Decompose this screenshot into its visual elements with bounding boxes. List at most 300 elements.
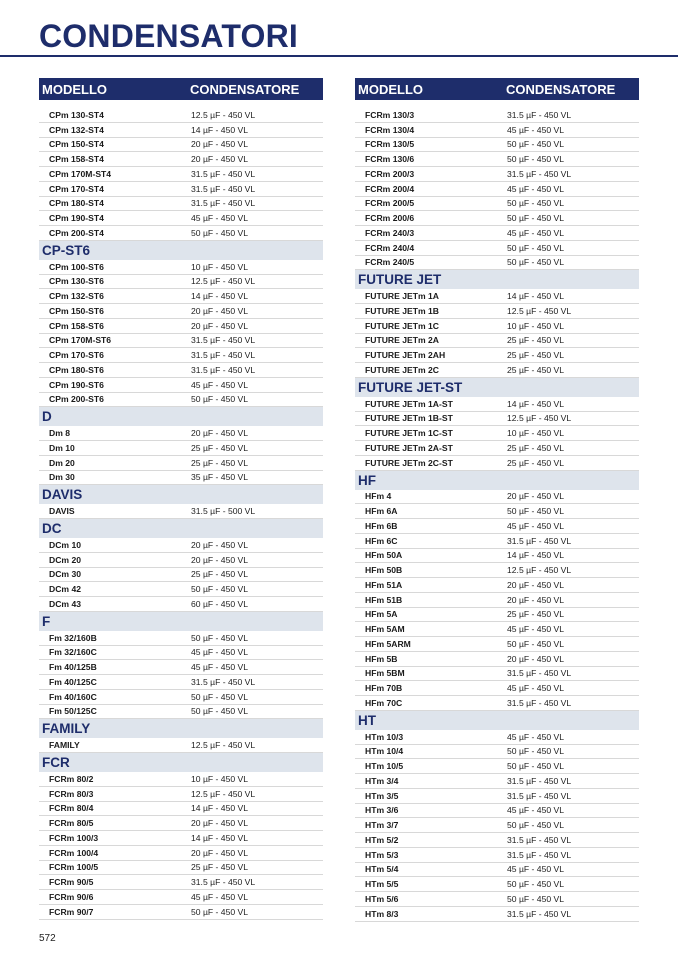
model-cell: CPm 158-ST6 bbox=[49, 320, 104, 331]
model-cell: FUTURE JETm 1B bbox=[365, 305, 440, 316]
table-row bbox=[355, 197, 639, 212]
table-row bbox=[39, 275, 323, 290]
page-number: 572 bbox=[39, 933, 56, 944]
table-row bbox=[39, 772, 323, 787]
capacitor-cell: 45 µF - 450 VL bbox=[507, 624, 565, 635]
title-rule bbox=[0, 55, 678, 57]
model-cell: FCRm 100/3 bbox=[49, 832, 99, 843]
table-row bbox=[39, 802, 323, 817]
group-heading: DC bbox=[39, 519, 323, 538]
capacitor-cell: 50 µF - 450 VL bbox=[191, 691, 249, 702]
table-row bbox=[355, 241, 639, 256]
group-heading: DAVIS bbox=[39, 485, 323, 504]
capacitor-cell: 14 µF - 450 VL bbox=[507, 550, 565, 561]
capacitor-cell: 50 µF - 450 VL bbox=[507, 761, 565, 772]
model-cell: FCRm 130/6 bbox=[365, 154, 415, 165]
table-row bbox=[355, 456, 639, 471]
model-cell: Dm 10 bbox=[49, 442, 75, 453]
capacitor-cell: 31.5 µF - 450 VL bbox=[191, 364, 256, 375]
capacitor-cell: 14 µF - 450 VL bbox=[191, 803, 249, 814]
capacitor-cell: 20 µF - 450 VL bbox=[191, 428, 249, 439]
capacitor-cell: 31.5 µF - 450 VL bbox=[191, 350, 256, 361]
model-cell: FCRm 100/5 bbox=[49, 862, 99, 873]
model-cell: Fm 40/160C bbox=[49, 691, 97, 702]
table-row bbox=[39, 553, 323, 568]
table-row bbox=[355, 289, 639, 304]
table-row bbox=[39, 738, 323, 753]
table-row bbox=[39, 441, 323, 456]
capacitor-cell: 25 µF - 450 VL bbox=[507, 457, 565, 468]
table-row bbox=[355, 652, 639, 667]
model-cell: HTm 5/2 bbox=[365, 834, 399, 845]
table-row bbox=[355, 789, 639, 804]
model-cell: HTm 3/6 bbox=[365, 805, 399, 816]
table-row bbox=[39, 831, 323, 846]
table-row bbox=[355, 877, 639, 892]
table-row bbox=[355, 745, 639, 760]
model-cell: DAVIS bbox=[49, 506, 75, 517]
model-cell: FUTURE JETm 1B-ST bbox=[365, 413, 453, 424]
capacitor-cell: 50 µF - 450 VL bbox=[507, 198, 565, 209]
model-cell: HFm 6A bbox=[365, 506, 398, 517]
model-cell: DCm 10 bbox=[49, 539, 81, 550]
capacitor-cell: 45 µF - 450 VL bbox=[507, 520, 565, 531]
model-cell: HTm 5/5 bbox=[365, 879, 399, 890]
capacitor-cell: 10 µF - 450 VL bbox=[507, 320, 565, 331]
model-cell: CPm 130-ST4 bbox=[49, 109, 104, 120]
table-row bbox=[355, 123, 639, 138]
table-row bbox=[355, 412, 639, 427]
model-cell: Fm 40/125B bbox=[49, 662, 97, 673]
model-cell: FCRm 80/4 bbox=[49, 803, 94, 814]
model-cell: HTm 8/3 bbox=[365, 908, 399, 919]
model-cell: CPm 150-ST4 bbox=[49, 139, 104, 150]
model-cell: FUTURE JETm 2A bbox=[365, 335, 440, 346]
model-cell: CPm 170-ST6 bbox=[49, 350, 104, 361]
capacitor-cell: 14 µF - 450 VL bbox=[191, 832, 249, 843]
capacitor-cell: 10 µF - 450 VL bbox=[191, 261, 249, 272]
model-cell: CPm 170-ST4 bbox=[49, 183, 104, 194]
model-cell: FUTURE JETm 1C bbox=[365, 320, 440, 331]
table-row bbox=[39, 787, 323, 802]
capacitor-cell: 20 µF - 450 VL bbox=[191, 305, 249, 316]
capacitor-cell: 50 µF - 450 VL bbox=[507, 139, 565, 150]
capacitor-cell: 12.5 µF - 450 VL bbox=[191, 740, 256, 751]
capacitor-cell: 20 µF - 450 VL bbox=[507, 594, 565, 605]
table-row bbox=[355, 138, 639, 153]
table-row bbox=[355, 426, 639, 441]
capacitor-cell: 25 µF - 450 VL bbox=[191, 569, 249, 580]
table-row bbox=[355, 907, 639, 922]
capacitor-cell: 12.5 µF - 450 VL bbox=[507, 305, 572, 316]
table-row bbox=[39, 456, 323, 471]
capacitor-cell: 31.5 µF - 450 VL bbox=[507, 834, 572, 845]
capacitor-cell: 31.5 µF - 450 VL bbox=[191, 877, 256, 888]
group-heading: FUTURE JET bbox=[355, 270, 639, 289]
capacitor-cell: 14 µF - 450 VL bbox=[507, 398, 565, 409]
capacitor-cell: 31.5 µF - 500 VL bbox=[191, 506, 256, 517]
table-row bbox=[355, 363, 639, 378]
capacitor-cell: 20 µF - 450 VL bbox=[507, 579, 565, 590]
model-cell: FUTURE JETm 2C-ST bbox=[365, 457, 453, 468]
capacitor-cell: 20 µF - 450 VL bbox=[191, 818, 249, 829]
table-row bbox=[39, 846, 323, 861]
capacitor-cell: 31.5 µF - 450 VL bbox=[507, 775, 572, 786]
table-row bbox=[39, 289, 323, 304]
capacitor-cell: 31.5 µF - 450 VL bbox=[191, 335, 256, 346]
model-cell: FCRm 80/2 bbox=[49, 773, 94, 784]
capacitor-cell: 45 µF - 450 VL bbox=[191, 662, 249, 673]
capacitor-cell: 31.5 µF - 450 VL bbox=[507, 168, 572, 179]
model-cell: HTm 3/5 bbox=[365, 790, 399, 801]
table-row bbox=[39, 319, 323, 334]
table-row bbox=[39, 393, 323, 408]
capacitor-cell: 20 µF - 450 VL bbox=[191, 847, 249, 858]
table-row bbox=[39, 690, 323, 705]
capacitor-cell: 14 µF - 450 VL bbox=[191, 291, 249, 302]
model-cell: HTm 10/3 bbox=[365, 731, 404, 742]
model-cell: CPm 158-ST4 bbox=[49, 154, 104, 165]
model-cell: Fm 40/125C bbox=[49, 676, 97, 687]
table-row bbox=[355, 226, 639, 241]
capacitor-cell: 50 µF - 450 VL bbox=[191, 227, 249, 238]
model-cell: FUTURE JETm 1A-ST bbox=[365, 398, 453, 409]
model-cell: HTm 10/5 bbox=[365, 761, 404, 772]
capacitor-cell: 25 µF - 450 VL bbox=[507, 609, 565, 620]
table-row bbox=[355, 519, 639, 534]
capacitor-cell: 31.5 µF - 450 VL bbox=[507, 535, 572, 546]
table-row bbox=[39, 304, 323, 319]
model-cell: HFm 5ARM bbox=[365, 638, 411, 649]
capacitor-cell: 12.5 µF - 450 VL bbox=[191, 276, 256, 287]
table-row bbox=[355, 334, 639, 349]
model-cell: Fm 50/125C bbox=[49, 706, 97, 717]
table-row bbox=[355, 108, 639, 123]
table-row bbox=[355, 397, 639, 412]
model-cell: FCRm 200/6 bbox=[365, 213, 415, 224]
capacitor-cell: 31.5 µF - 450 VL bbox=[507, 908, 572, 919]
capacitor-cell: 45 µF - 450 VL bbox=[507, 183, 565, 194]
capacitor-cell: 20 µF - 450 VL bbox=[507, 491, 565, 502]
table-row bbox=[355, 848, 639, 863]
capacitor-cell: 31.5 µF - 450 VL bbox=[191, 676, 256, 687]
table-spacer bbox=[39, 100, 323, 108]
capacitor-cell: 25 µF - 450 VL bbox=[507, 442, 565, 453]
table-row bbox=[355, 759, 639, 774]
table-row bbox=[355, 578, 639, 593]
model-cell: HFm 51A bbox=[365, 579, 403, 590]
model-cell: FCRm 240/5 bbox=[365, 257, 415, 268]
model-cell: FCRm 80/5 bbox=[49, 818, 94, 829]
capacitor-cell: 10 µF - 450 VL bbox=[191, 773, 249, 784]
table-row bbox=[39, 334, 323, 349]
table-row bbox=[39, 167, 323, 182]
header-capacitor: CONDENSATORE bbox=[506, 81, 616, 97]
model-cell: FCRm 90/6 bbox=[49, 891, 94, 902]
capacitor-cell: 50 µF - 450 VL bbox=[507, 746, 565, 757]
capacitor-cell: 50 µF - 450 VL bbox=[507, 506, 565, 517]
table-row bbox=[355, 593, 639, 608]
model-cell: Dm 20 bbox=[49, 457, 75, 468]
model-cell: FCRm 130/5 bbox=[365, 139, 415, 150]
table-spacer bbox=[355, 100, 639, 108]
table-row bbox=[355, 696, 639, 711]
capacitor-cell: 50 µF - 450 VL bbox=[507, 893, 565, 904]
model-cell: FCRm 200/5 bbox=[365, 198, 415, 209]
table-row bbox=[39, 816, 323, 831]
capacitor-cell: 12.5 µF - 450 VL bbox=[507, 413, 572, 424]
model-cell: HFm 6C bbox=[365, 535, 398, 546]
capacitor-cell: 50 µF - 450 VL bbox=[507, 257, 565, 268]
table-row bbox=[355, 441, 639, 456]
model-cell: FUTURE JETm 2C bbox=[365, 364, 440, 375]
model-cell: HTm 5/6 bbox=[365, 893, 399, 904]
model-cell: FCRm 80/3 bbox=[49, 788, 94, 799]
table-row bbox=[355, 211, 639, 226]
table-row bbox=[355, 504, 639, 519]
table-row bbox=[39, 108, 323, 123]
model-cell: DCm 42 bbox=[49, 584, 81, 595]
capacitor-cell: 31.5 µF - 450 VL bbox=[191, 198, 256, 209]
model-cell: HFm 5A bbox=[365, 609, 398, 620]
capacitor-cell: 14 µF - 450 VL bbox=[507, 291, 565, 302]
model-cell: HFm 5AM bbox=[365, 624, 405, 635]
model-cell: FCRm 100/4 bbox=[49, 847, 99, 858]
header-capacitor: CONDENSATORE bbox=[190, 81, 300, 97]
capacitor-cell: 20 µF - 450 VL bbox=[191, 554, 249, 565]
model-cell: CPm 190-ST6 bbox=[49, 379, 104, 390]
table-row bbox=[355, 563, 639, 578]
table-row bbox=[39, 890, 323, 905]
capacitor-cell: 50 µF - 450 VL bbox=[507, 820, 565, 831]
model-cell: FUTURE JETm 1C-ST bbox=[365, 428, 453, 439]
model-cell: HTm 3/4 bbox=[365, 775, 399, 786]
table-row bbox=[39, 226, 323, 241]
table-row bbox=[39, 861, 323, 876]
capacitor-cell: 25 µF - 450 VL bbox=[191, 862, 249, 873]
capacitor-cell: 31.5 µF - 450 VL bbox=[507, 790, 572, 801]
table-header bbox=[39, 78, 323, 100]
table-row bbox=[355, 637, 639, 652]
capacitor-cell: 50 µF - 450 VL bbox=[191, 394, 249, 405]
capacitor-cell: 20 µF - 450 VL bbox=[191, 139, 249, 150]
model-cell: CPm 170M-ST6 bbox=[49, 335, 112, 346]
model-cell: CPm 200-ST4 bbox=[49, 227, 104, 238]
model-cell: FCRm 130/3 bbox=[365, 109, 415, 120]
table-row bbox=[39, 631, 323, 646]
model-cell: FUTURE JETm 2A-ST bbox=[365, 442, 453, 453]
model-cell: DCm 43 bbox=[49, 598, 81, 609]
table-row bbox=[355, 622, 639, 637]
table-row bbox=[39, 260, 323, 275]
table-row bbox=[39, 152, 323, 167]
model-cell: FCRm 90/7 bbox=[49, 906, 94, 917]
group-heading: FUTURE JET-ST bbox=[355, 378, 639, 397]
capacitor-cell: 20 µF - 450 VL bbox=[191, 154, 249, 165]
table-row bbox=[39, 471, 323, 486]
model-cell: HFm 70B bbox=[365, 683, 403, 694]
group-heading: CP-ST6 bbox=[39, 241, 323, 260]
model-cell: HTm 5/4 bbox=[365, 864, 399, 875]
table-row bbox=[39, 363, 323, 378]
table-row bbox=[39, 378, 323, 393]
table-row bbox=[39, 705, 323, 720]
table-row bbox=[355, 681, 639, 696]
table-row bbox=[39, 138, 323, 153]
table-row bbox=[39, 348, 323, 363]
model-cell: DCm 30 bbox=[49, 569, 81, 580]
model-cell: FUTURE JETm 1A bbox=[365, 291, 440, 302]
table-row bbox=[355, 818, 639, 833]
table-row bbox=[39, 504, 323, 519]
capacitor-cell: 50 µF - 450 VL bbox=[191, 584, 249, 595]
table-row bbox=[39, 597, 323, 612]
table-row bbox=[39, 426, 323, 441]
capacitor-cell: 50 µF - 450 VL bbox=[507, 242, 565, 253]
group-heading: HF bbox=[355, 471, 639, 490]
header-model: MODELLO bbox=[42, 81, 107, 97]
model-cell: HFm 6B bbox=[365, 520, 398, 531]
table-row bbox=[355, 490, 639, 505]
model-cell: CPm 170M-ST4 bbox=[49, 168, 112, 179]
model-cell: HFm 51B bbox=[365, 594, 403, 605]
capacitor-cell: 50 µF - 450 VL bbox=[507, 638, 565, 649]
model-cell: CPm 150-ST6 bbox=[49, 305, 104, 316]
model-cell: Dm 30 bbox=[49, 472, 75, 483]
model-cell: CPm 100-ST6 bbox=[49, 261, 104, 272]
capacitor-cell: 12.5 µF - 450 VL bbox=[191, 788, 256, 799]
group-heading: FAMILY bbox=[39, 719, 323, 738]
table-row bbox=[39, 211, 323, 226]
capacitor-cell: 45 µF - 450 VL bbox=[507, 124, 565, 135]
model-cell: FCRm 200/4 bbox=[365, 183, 415, 194]
model-cell: FCRm 130/4 bbox=[365, 124, 415, 135]
group-heading: FCR bbox=[39, 753, 323, 772]
table-row bbox=[355, 608, 639, 623]
header-model: MODELLO bbox=[358, 81, 423, 97]
table-row bbox=[355, 804, 639, 819]
group-heading: F bbox=[39, 612, 323, 631]
model-cell: DCm 20 bbox=[49, 554, 81, 565]
capacitor-cell: 50 µF - 450 VL bbox=[507, 213, 565, 224]
model-cell: FAMILY bbox=[49, 740, 80, 751]
model-cell: HFm 50A bbox=[365, 550, 403, 561]
capacitor-cell: 45 µF - 450 VL bbox=[507, 864, 565, 875]
model-cell: FCRm 240/3 bbox=[365, 227, 415, 238]
table-row bbox=[39, 538, 323, 553]
capacitor-cell: 45 µF - 450 VL bbox=[191, 379, 249, 390]
model-cell: CPm 130-ST6 bbox=[49, 276, 104, 287]
capacitor-cell: 25 µF - 450 VL bbox=[507, 335, 565, 346]
table-row bbox=[39, 568, 323, 583]
table-row bbox=[39, 875, 323, 890]
capacitor-cell: 20 µF - 450 VL bbox=[191, 320, 249, 331]
table-row bbox=[39, 123, 323, 138]
capacitor-cell: 50 µF - 450 VL bbox=[191, 632, 249, 643]
capacitor-cell: 25 µF - 450 VL bbox=[191, 442, 249, 453]
capacitor-cell: 45 µF - 450 VL bbox=[507, 731, 565, 742]
capacitor-cell: 45 µF - 450 VL bbox=[191, 647, 249, 658]
capacitor-cell: 31.5 µF - 450 VL bbox=[507, 668, 572, 679]
table-row bbox=[39, 646, 323, 661]
model-cell: CPm 180-ST4 bbox=[49, 198, 104, 209]
table-row bbox=[355, 549, 639, 564]
table-row bbox=[355, 319, 639, 334]
capacitor-cell: 45 µF - 450 VL bbox=[507, 227, 565, 238]
capacitor-cell: 60 µF - 450 VL bbox=[191, 598, 249, 609]
capacitor-cell: 25 µF - 450 VL bbox=[507, 350, 565, 361]
model-cell: FCRm 200/3 bbox=[365, 168, 415, 179]
capacitor-cell: 45 µF - 450 VL bbox=[507, 683, 565, 694]
capacitor-cell: 20 µF - 450 VL bbox=[507, 653, 565, 664]
model-cell: FCRm 90/5 bbox=[49, 877, 94, 888]
model-cell: CPm 132-ST6 bbox=[49, 291, 104, 302]
table-row bbox=[355, 152, 639, 167]
table-row bbox=[355, 167, 639, 182]
group-heading: HT bbox=[355, 711, 639, 730]
model-cell: HFm 4 bbox=[365, 491, 392, 502]
model-cell: Dm 8 bbox=[49, 428, 71, 439]
capacitor-cell: 20 µF - 450 VL bbox=[191, 539, 249, 550]
capacitor-cell: 31.5 µF - 450 VL bbox=[191, 183, 256, 194]
capacitor-cell: 12.5 µF - 450 VL bbox=[191, 109, 256, 120]
capacitor-cell: 35 µF - 450 VL bbox=[191, 472, 249, 483]
model-cell: CPm 190-ST4 bbox=[49, 213, 104, 224]
capacitor-cell: 10 µF - 450 VL bbox=[507, 428, 565, 439]
table-row bbox=[355, 256, 639, 271]
capacitor-cell: 50 µF - 450 VL bbox=[507, 879, 565, 890]
table-row bbox=[39, 660, 323, 675]
model-cell: HFm 5B bbox=[365, 653, 398, 664]
table-row bbox=[355, 667, 639, 682]
model-cell: HTm 5/3 bbox=[365, 849, 399, 860]
table-row bbox=[355, 182, 639, 197]
model-cell: HTm 10/4 bbox=[365, 746, 404, 757]
capacitor-cell: 31.5 µF - 450 VL bbox=[507, 697, 572, 708]
group-heading: D bbox=[39, 407, 323, 426]
table-row bbox=[355, 348, 639, 363]
table-row bbox=[355, 534, 639, 549]
capacitor-cell: 31.5 µF - 450 VL bbox=[191, 168, 256, 179]
model-cell: CPm 180-ST6 bbox=[49, 364, 104, 375]
model-cell: Fm 32/160B bbox=[49, 632, 97, 643]
table-row bbox=[39, 905, 323, 920]
model-cell: CPm 132-ST4 bbox=[49, 124, 104, 135]
table-row bbox=[355, 833, 639, 848]
page-title: CONDENSATORI bbox=[39, 18, 299, 54]
model-cell: FUTURE JETm 2AH bbox=[365, 350, 446, 361]
table-row bbox=[355, 730, 639, 745]
capacitor-cell: 25 µF - 450 VL bbox=[191, 457, 249, 468]
capacitor-cell: 45 µF - 450 VL bbox=[191, 213, 249, 224]
table-row bbox=[39, 582, 323, 597]
table-row bbox=[39, 182, 323, 197]
table-row bbox=[355, 774, 639, 789]
capacitor-cell: 14 µF - 450 VL bbox=[191, 124, 249, 135]
model-cell: HTm 3/7 bbox=[365, 820, 399, 831]
model-cell: HFm 5BM bbox=[365, 668, 405, 679]
model-cell: HFm 70C bbox=[365, 697, 403, 708]
model-cell: CPm 200-ST6 bbox=[49, 394, 104, 405]
capacitor-cell: 45 µF - 450 VL bbox=[191, 891, 249, 902]
model-cell: FCRm 240/4 bbox=[365, 242, 415, 253]
capacitor-cell: 25 µF - 450 VL bbox=[507, 364, 565, 375]
table-row bbox=[39, 197, 323, 212]
capacitor-cell: 31.5 µF - 450 VL bbox=[507, 849, 572, 860]
right-table bbox=[355, 78, 639, 922]
capacitor-cell: 50 µF - 450 VL bbox=[191, 706, 249, 717]
table-row bbox=[355, 892, 639, 907]
